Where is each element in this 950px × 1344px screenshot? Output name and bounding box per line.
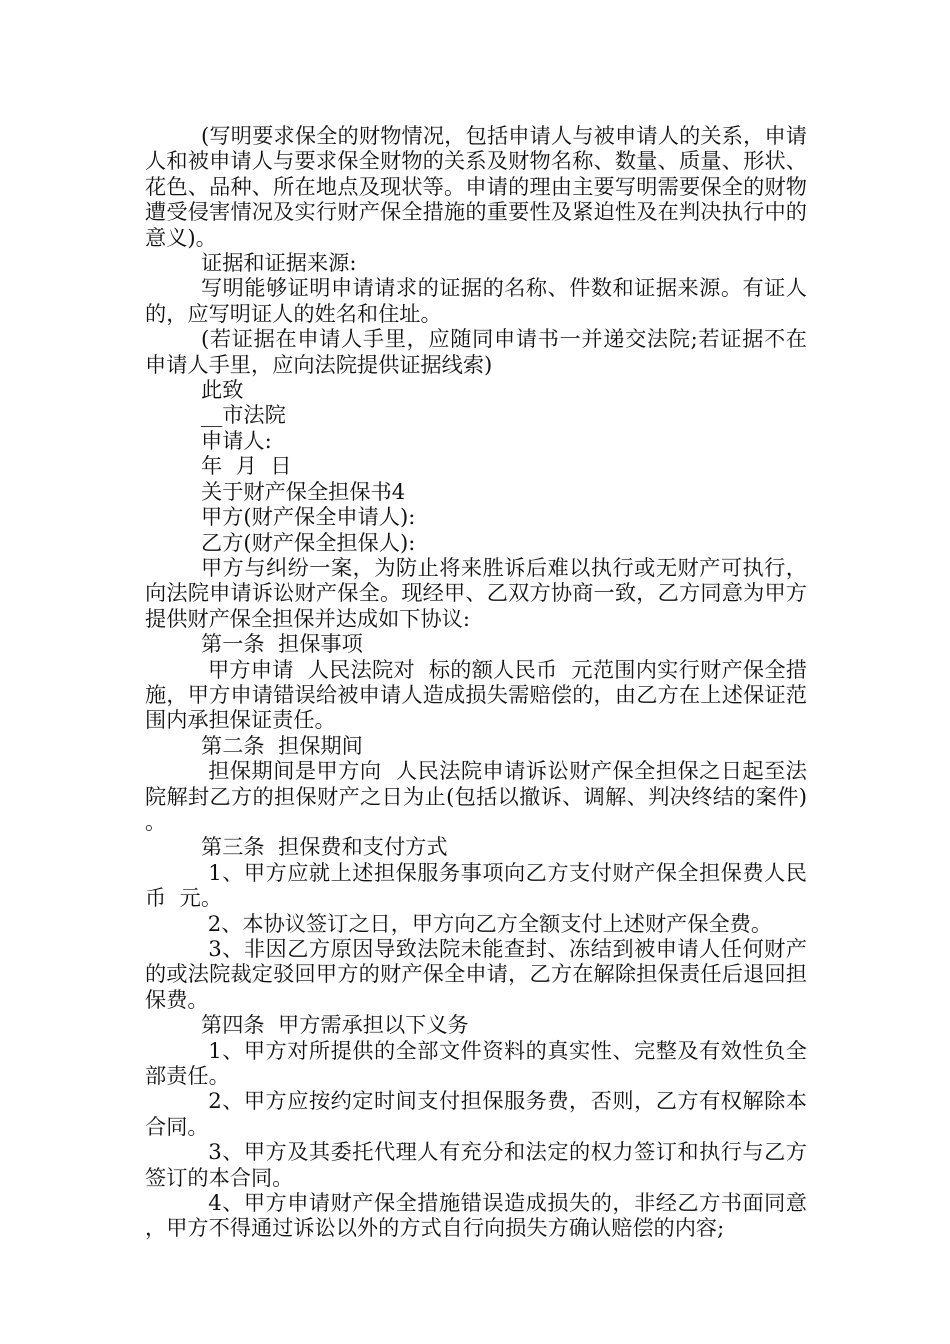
paragraph-evidence-description: 写明能够证明申请请求的证据的名称、件数和证据来源。有证人的，应写明证人的姓名和住址。	[145, 275, 807, 326]
paragraph-party-b: 乙方(财产保全担保人):	[201, 529, 416, 555]
article-1-heading: 第一条 担保事项	[201, 631, 363, 657]
article-4-item-2: 2、甲方应按约定时间支付担保服务费，否则，乙方有权解除本合同。	[145, 1088, 807, 1139]
paragraph-applicant: 申请人:	[201, 427, 272, 453]
paragraph-evidence-heading: 证据和证据来源:	[201, 250, 357, 276]
article-2-body: 担保期间是甲方向 人民法院申请诉讼财产保全担保之日起至法院解封乙方的担保财产之日为止(包括以撤诉、调解、判决终结的案件)。	[145, 758, 807, 834]
document-body	[145, 123, 807, 1241]
article-4-item-4: 4、甲方申请财产保全措施错误造成损失的，非经乙方书面同意，甲方不得通过诉讼以外的方式自行向损失方确认赔偿的内容;	[145, 1190, 807, 1241]
paragraph-party-a: 甲方(财产保全申请人):	[201, 504, 416, 530]
article-4-item-1: 1、甲方对所提供的全部文件资料的真实性、完整及有效性负全部责任。	[145, 1037, 807, 1089]
article-3-item-2: 2、本协议签订之日，甲方向乙方全额支付上述财产保全费。	[201, 910, 773, 936]
paragraph-evidence-note: (若证据在申请人手里，应随同申请书一并递交法院;若证据不在申请人手里，应向法院提供证据线索)	[145, 326, 807, 377]
paragraph-court: __市法院	[201, 402, 286, 428]
article-4-heading: 第四条 甲方需承担以下义务	[201, 1012, 469, 1038]
paragraph-preservation-details: (写明要求保全的财物情况，包括申请人与被申请人的关系，申请人和被申请人与要求保全财物的关系及财物名称、数量、质量、形状、花色、品种、所在地点及现状等。申请的理由主要写明需要保全的财物遭受侵害情况及实行财产保全措施的重要性及紧迫性及在判决执行中的意义)。	[145, 123, 807, 250]
article-4-item-3: 3、甲方及其委托代理人有充分和法定的权力签订和执行与乙方签订的本合同。	[145, 1139, 807, 1190]
paragraph-preamble: 甲方与纠纷一案，为防止将来胜诉后难以执行或无财产可执行，向法院申请诉讼财产保全。现经甲、乙双方协商一致，乙方同意为甲方提供财产保全担保并达成如下协议:	[145, 554, 807, 631]
article-3-item-1: 1、甲方应就上述担保服务事项向乙方支付财产保全担保费人民币 元。	[145, 859, 807, 911]
paragraph-date: 年 月 日	[201, 453, 292, 479]
document-title: 关于财产保全担保书4	[201, 478, 406, 504]
article-3-heading: 第三条 担保费和支付方式	[201, 834, 448, 860]
paragraph-salutation: 此致	[201, 377, 244, 403]
article-3-item-3: 3、非因乙方原因导致法院未能查封、冻结到被申请人任何财产的或法院裁定驳回甲方的财产保全申请，乙方在解除担保责任后退回担保费。	[145, 936, 807, 1012]
article-2-heading: 第二条 担保期间	[201, 732, 363, 758]
article-1-body: 甲方申请 人民法院对 标的额人民币 元范围内实行财产保全措施，甲方申请错误给被申请人造成损失需赔偿的，由乙方在上述保证范围内承担保证责任。	[145, 656, 807, 733]
